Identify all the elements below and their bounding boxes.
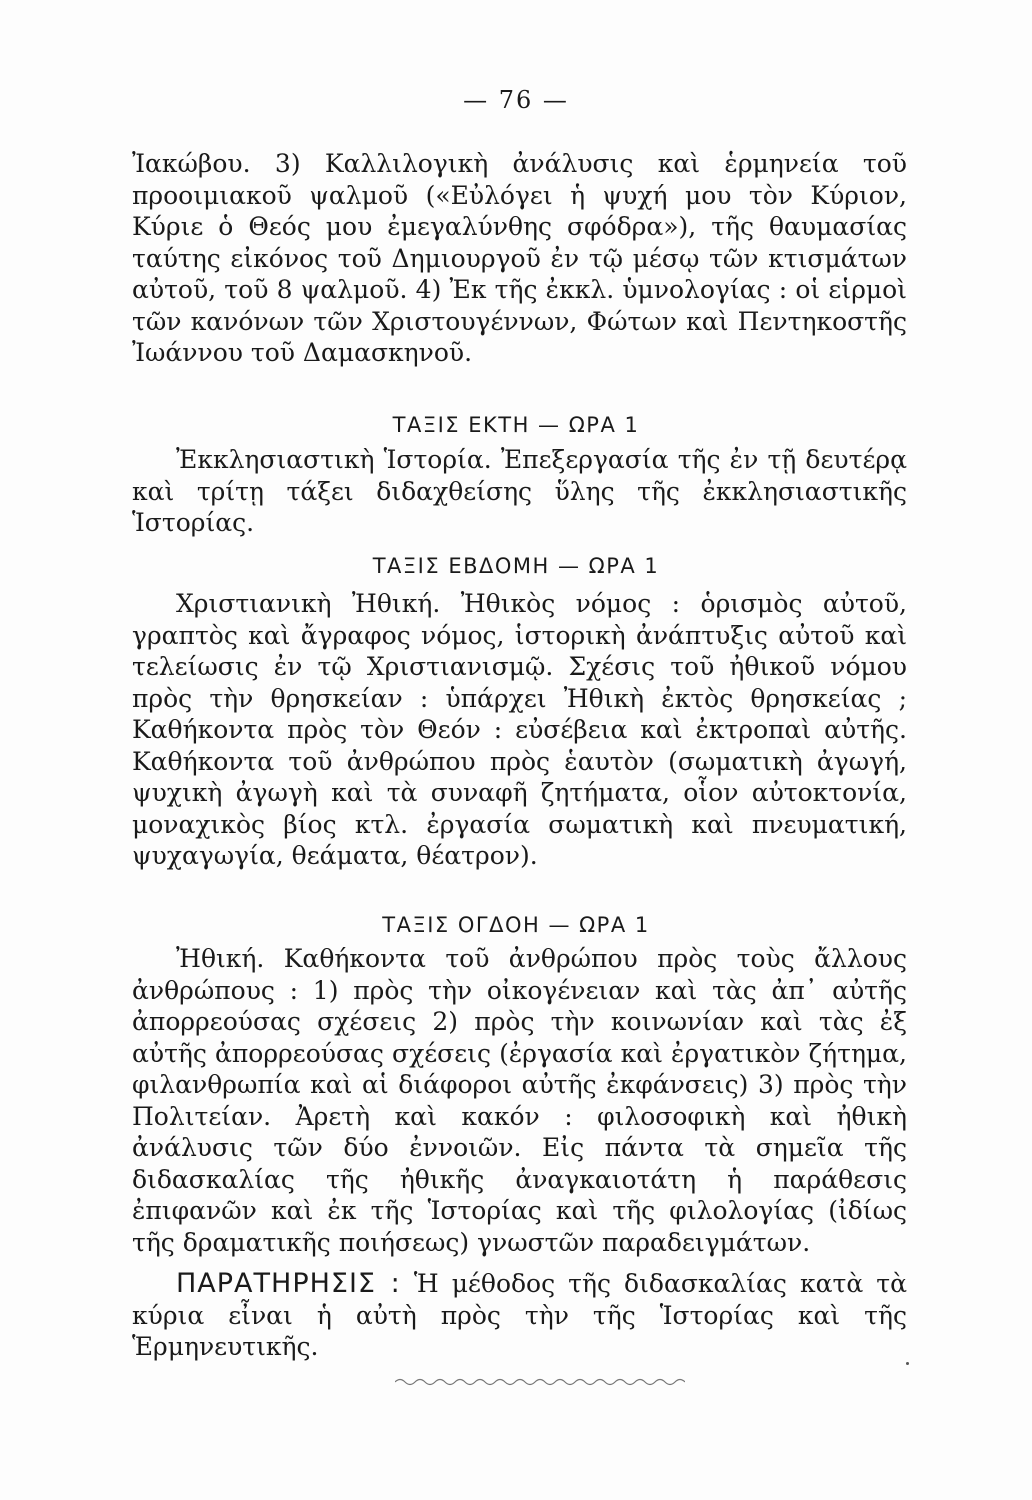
intro-paragraph-block <box>132 148 907 369</box>
wavy-rule-divider <box>395 1375 685 1389</box>
section-body-7-block <box>132 588 907 872</box>
intro-paragraph: Ἰακώβου. 3) Καλλιλογικὴ ἀνάλυσις καὶ ἑρμηνεία τοῦ προοιμιακοῦ ψαλμοῦ («Εὐλόγει ἡ ψυχή μου τὸν Κύριον, Κύριε ὁ Θεός μου ἐμεγαλύνθης σφόδρα»), τῆς θαυμασίας ταύτης εἰκόνος τοῦ Δημιουργοῦ ἐν τῷ μέσῳ τῶν κτισμάτων αὐτοῦ, τοῦ 8 ψαλμοῦ. 4) Ἐκ τῆς ἐκκλ. ὑμνολογίας : οἱ εἱρμοὶ τῶν κανόνων τῶν Χριστουγέννων, Φώτων καὶ Πεντηκοστῆς Ἰωάννου τοῦ Δαμασκηνοῦ. <box>132 149 907 367</box>
section-heading-8: ΤΑΞΙΣ ΟΓΔΟΗ — ΩΡΑ 1 <box>382 913 650 937</box>
note-paragraph <box>132 1268 907 1363</box>
note-text: Ἡ μέθοδος τῆς διδασκαλίας κατὰ τὰ κύρια εἶναι ἡ αὐτὴ πρὸς τὴν τῆς Ἱστορίας καὶ τῆς Ἑρμηνευτικῆς. <box>132 1269 907 1361</box>
section-body-6-block <box>132 444 907 539</box>
note-label: ΠΑΡΑΤΗΡΗΣΙΣ : <box>176 1268 401 1299</box>
section-body-8-block <box>132 943 907 1258</box>
section-heading-7: ΤΑΞΙΣ ΕΒΔΟΜΗ — ΩΡΑ 1 <box>372 554 660 578</box>
page-number: — 76 — <box>463 86 569 114</box>
section-heading-6: ΤΑΞΙΣ ΕΚΤΗ — ΩΡΑ 1 <box>392 413 640 437</box>
section-body-6: Ἐκκλησιαστικὴ Ἱστορία. Ἐπεξεργασία τῆς ἐν τῇ δευτέρᾳ καὶ τρίτῃ τάξει διδαχθείσης ὕλης τῆς ἐκκλησιαστικῆς Ἱστορίας. <box>132 445 907 537</box>
note-block <box>132 1268 907 1363</box>
print-speck <box>906 1362 909 1365</box>
section-body-7: Χριστιανικὴ Ἠθική. Ἠθικὸς νόμος : ὁρισμὸς αὐτοῦ, γραπτὸς καὶ ἄγραφος νόμος, ἱστορικὴ ἀνάπτυξις αὐτοῦ καὶ τελείωσις ἐν τῷ Χριστιανισμῷ. Σχέσις τοῦ ἠθικοῦ νόμου πρὸς τὴν θρησκείαν : ὑπάρχει Ἠθικὴ ἐκτὸς θρησκείας ; Καθήκοντα πρὸς τὸν Θεόν : εὐσέβεια καὶ ἐκτροπαὶ αὐτῆς. Καθήκοντα τοῦ ἀνθρώπου πρὸς ἑαυτὸν (σωματικὴ ἀγωγή, ψυχικὴ ἀγωγὴ καὶ τὰ συναφῆ ζητήματα, οἷον αὐτοκτονία, μοναχικὸς βίος κτλ. ἐργασία σωματικὴ καὶ πνευματική, ψυχαγωγία, θεάματα, θέατρον). <box>132 589 907 870</box>
section-body-8: Ἠθική. Καθήκοντα τοῦ ἀνθρώπου πρὸς τοὺς ἄλλους ἀνθρώπους : 1) πρὸς τὴν οἰκογένειαν καὶ τὰς ἀπ᾿ αὐτῆς ἀπορρεούσας σχέσεις 2) πρὸς τὴν κοινωνίαν καὶ τὰς ἐξ αὐτῆς ἀπορρεούσας σχέσεις (ἐργασία καὶ ἐργατικὸν ζήτημα, φιλανθρωπία καὶ αἱ διάφοροι αὐτῆς ἐκφάνσεις) 3) πρὸς τὴν Πολιτείαν. Ἀρετὴ καὶ κακόν : φιλοσοφικὴ καὶ ἠθικὴ ἀνάλυσις τῶν δύο ἐννοιῶν. Εἰς πάντα τὰ σημεῖα τῆς διδασκαλίας τῆς ἠθικῆς ἀναγκαιοτάτη ἡ παράθεσις ἐπιφανῶν καὶ ἐκ τῆς Ἱστορίας καὶ τῆς φιλολογίας (ἰδίως τῆς δραματικῆς ποιήσεως) γνωστῶν παραδειγμάτων. <box>132 944 907 1257</box>
